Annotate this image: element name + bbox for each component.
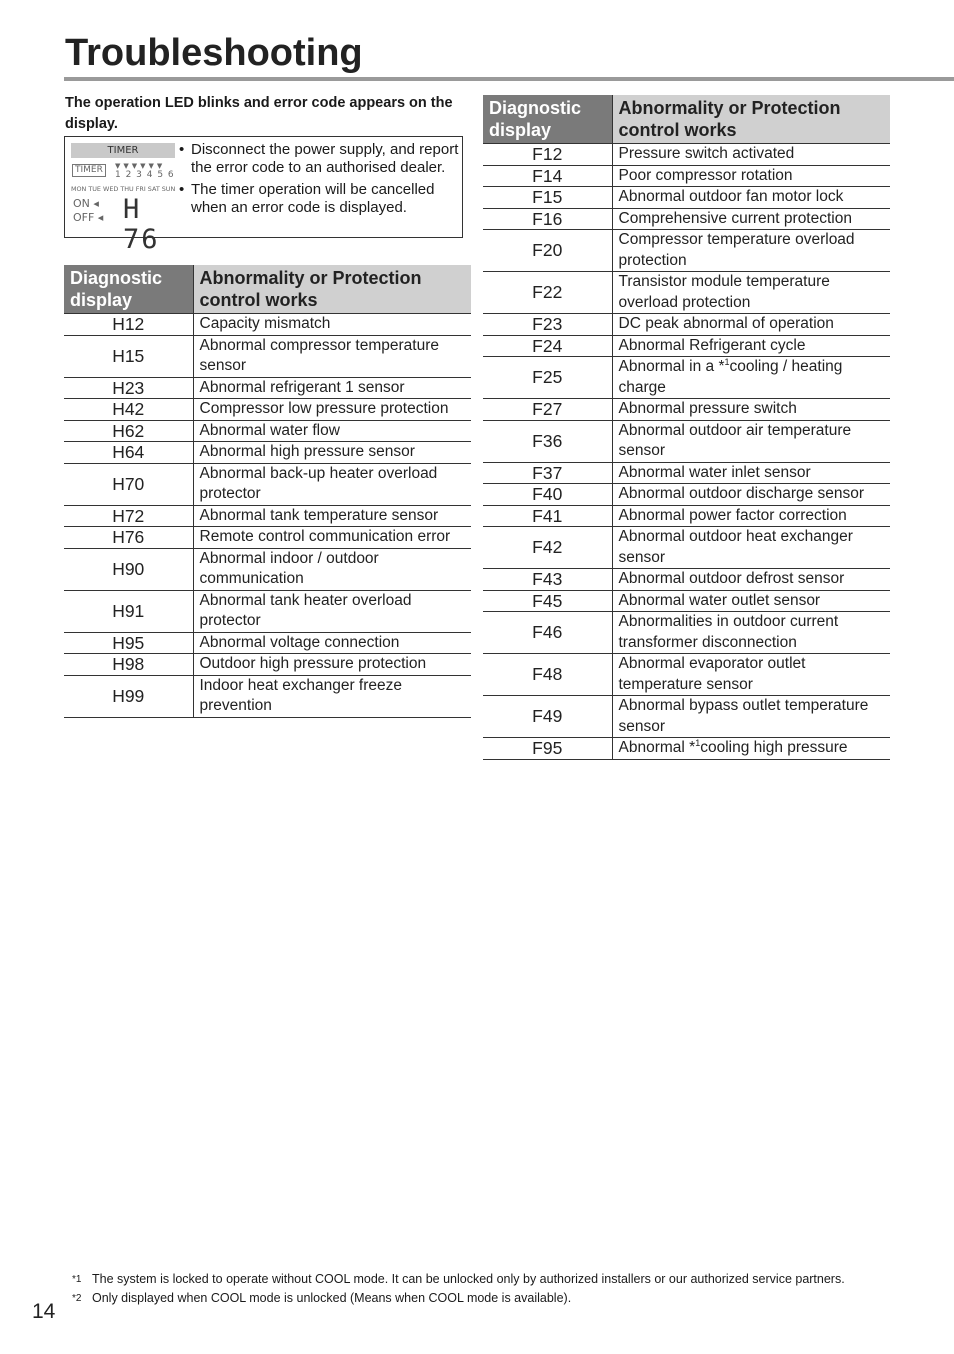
diagnostic-code: F22 [483, 272, 612, 314]
table-row [483, 527, 890, 569]
diagnostic-code: H23 [64, 377, 193, 399]
abnormality-description: Abnormal water outlet sensor [612, 590, 890, 612]
diagnostic-code: H76 [64, 527, 193, 549]
description-text: Abnormal in a * [618, 358, 725, 375]
abnormality-description: Compressor low pressure protection [193, 399, 471, 421]
diagnostic-code: F41 [483, 505, 612, 527]
table-row [483, 230, 890, 272]
diagnostic-code: H95 [64, 632, 193, 654]
abnormality-description: Pressure switch activated [612, 144, 890, 166]
table-row [64, 590, 471, 632]
table-row [64, 675, 471, 717]
diagnostic-code: F27 [483, 399, 612, 421]
lcd-off-label: OFF ◂ [73, 211, 104, 224]
footnote-ref: 1 [695, 737, 701, 748]
diagnostic-code: F37 [483, 462, 612, 484]
abnormality-description: Abnormal outdoor discharge sensor [612, 484, 890, 506]
table-row [483, 399, 890, 421]
table-row [483, 420, 890, 462]
footnotes [72, 1270, 845, 1308]
table-row [483, 484, 890, 506]
table-row [64, 442, 471, 464]
intro-text: The operation LED blinks and error code appears on the display. [65, 95, 453, 132]
table-row [483, 590, 890, 612]
abnormality-description: Poor compressor rotation [612, 165, 890, 187]
notice-item: • Disconnect the power supply, and report the error code to an authorised dealer. [179, 141, 459, 177]
notice-item: • The timer operation will be cancelled when an error code is displayed. [179, 181, 459, 217]
diagnostic-code: F45 [483, 590, 612, 612]
diagnostic-code: H62 [64, 420, 193, 442]
diagnostic-code: H90 [64, 548, 193, 590]
diagnostic-code: H15 [64, 335, 193, 377]
table-row [64, 654, 471, 676]
table-row [64, 505, 471, 527]
abnormality-description [612, 738, 890, 760]
table-header-row [64, 265, 471, 314]
diagnostic-code: H12 [64, 314, 193, 336]
abnormality-description: Transistor module temperature overload protection [612, 272, 890, 314]
footnote-text: Only displayed when COOL mode is unlocked (Means when COOL mode is available). [92, 1291, 572, 1305]
table-row [483, 462, 890, 484]
footnote [72, 1270, 845, 1289]
abnormality-description: Abnormal indoor / outdoor communication [193, 548, 471, 590]
header-diagnostic-display: Diagnostic display [483, 95, 612, 144]
abnormality-description: Remote control communication error [193, 527, 471, 549]
diagnostic-code: H42 [64, 399, 193, 421]
abnormality-description: Abnormal water flow [193, 420, 471, 442]
diagnostic-code: F14 [483, 165, 612, 187]
abnormality-description: Abnormal outdoor fan motor lock [612, 187, 890, 209]
notice-list [179, 141, 459, 221]
diagnostic-code: F12 [483, 144, 612, 166]
lcd-arrow-row: ▼▼▼▼▼▼ [115, 162, 166, 170]
table-row [64, 399, 471, 421]
diagnostic-code: F23 [483, 314, 612, 336]
abnormality-description: Abnormal refrigerant 1 sensor [193, 377, 471, 399]
table-row [483, 144, 890, 166]
lcd-on-off [73, 197, 103, 225]
f-code-table [483, 95, 890, 760]
abnormality-description: Abnormal outdoor defrost sensor [612, 569, 890, 591]
abnormality-description: DC peak abnormal of operation [612, 314, 890, 336]
abnormality-description: Outdoor high pressure protection [193, 654, 471, 676]
lcd-timer-bar: TIMER [71, 143, 175, 158]
table-row [64, 335, 471, 377]
table-row [483, 314, 890, 336]
diagnostic-code: H91 [64, 590, 193, 632]
abnormality-description: Abnormal power factor correction [612, 505, 890, 527]
diagnostic-code: F15 [483, 187, 612, 209]
lcd-days: MON TUE WED THU FRI SAT SUN [71, 185, 176, 193]
table-row [483, 187, 890, 209]
diagnostic-code: H98 [64, 654, 193, 676]
diagnostic-code: F20 [483, 230, 612, 272]
diagnostic-code: H70 [64, 463, 193, 505]
table-row [483, 505, 890, 527]
abnormality-description: Compressor temperature overload protection [612, 230, 890, 272]
table-row [483, 696, 890, 738]
abnormality-description: Comprehensive current protection [612, 208, 890, 230]
header-abnormality: Abnormality or Protection control works [193, 265, 471, 314]
diagnostic-code: F43 [483, 569, 612, 591]
description-text: Abnormal * [618, 739, 696, 756]
title-divider [64, 77, 954, 81]
description-text: cooling / heating charge [618, 358, 843, 396]
page-number: 14 [32, 1300, 56, 1323]
abnormality-description: Abnormal tank heater overload protector [193, 590, 471, 632]
diagnostic-code: H99 [64, 675, 193, 717]
diagnostic-code: H72 [64, 505, 193, 527]
table-row [483, 165, 890, 187]
abnormality-description: Abnormal high pressure sensor [193, 442, 471, 464]
abnormality-description: Abnormal outdoor heat exchanger sensor [612, 527, 890, 569]
footnote-ref: 1 [724, 356, 730, 367]
table-row [483, 612, 890, 654]
abnormality-description: Abnormalities in outdoor current transformer disconnection [612, 612, 890, 654]
diagnostic-code: F36 [483, 420, 612, 462]
footnote-mark: *1 [72, 1274, 82, 1285]
table-row [64, 314, 471, 336]
diagnostic-code: F16 [483, 208, 612, 230]
table-row [64, 463, 471, 505]
lcd-timer-label: TIMER [72, 164, 106, 177]
header-abnormality: Abnormality or Protection control works [612, 95, 890, 144]
lcd-on-label: ON ◂ [73, 197, 99, 210]
footnote [72, 1289, 845, 1308]
description-text: cooling high pressure [700, 739, 848, 756]
table-row [64, 527, 471, 549]
abnormality-description: Indoor heat exchanger freeze prevention [193, 675, 471, 717]
table-row [483, 654, 890, 696]
diagnostic-code: F25 [483, 357, 612, 399]
lcd-error-code: H 76 [123, 194, 160, 255]
page-title: Troubleshooting [65, 32, 363, 74]
abnormality-description: Abnormal bypass outlet temperature sensor [612, 696, 890, 738]
table-row [64, 377, 471, 399]
diagnostic-code: F46 [483, 612, 612, 654]
diagnostic-code: F24 [483, 335, 612, 357]
abnormality-description: Abnormal back-up heater overload protector [193, 463, 471, 505]
lcd-timer-numbers [115, 162, 175, 180]
table-row [483, 569, 890, 591]
table-row [483, 357, 890, 399]
abnormality-description: Abnormal tank temperature sensor [193, 505, 471, 527]
diagnostic-code: F95 [483, 738, 612, 760]
abnormality-description: Abnormal pressure switch [612, 399, 890, 421]
table-row [483, 738, 890, 760]
diagnostic-code: H64 [64, 442, 193, 464]
abnormality-description: Abnormal voltage connection [193, 632, 471, 654]
table-row [64, 632, 471, 654]
table-header-row [483, 95, 890, 144]
table-row [483, 208, 890, 230]
abnormality-description: Abnormal outdoor air temperature sensor [612, 420, 890, 462]
table-row [483, 272, 890, 314]
abnormality-description: Capacity mismatch [193, 314, 471, 336]
abnormality-description: Abnormal water inlet sensor [612, 462, 890, 484]
abnormality-description: Abnormal Refrigerant cycle [612, 335, 890, 357]
diagnostic-code: F40 [483, 484, 612, 506]
abnormality-description [612, 357, 890, 399]
error-notice-box [64, 136, 463, 255]
table-row [64, 548, 471, 590]
footnote-text: The system is locked to operate without COOL mode. It can be unlocked only by authorized installers or our authorized service partners. [92, 1272, 845, 1286]
lcd-display-illustration [71, 143, 176, 255]
diagnostic-code: F49 [483, 696, 612, 738]
table-row [64, 420, 471, 442]
abnormality-description: Abnormal compressor temperature sensor [193, 335, 471, 377]
header-diagnostic-display: Diagnostic display [64, 265, 193, 314]
abnormality-description: Abnormal evaporator outlet temperature sensor [612, 654, 890, 696]
lcd-number-row: 1 2 3 4 5 6 [115, 170, 175, 180]
diagnostic-code: F42 [483, 527, 612, 569]
table-row [483, 335, 890, 357]
diagnostic-code: F48 [483, 654, 612, 696]
h-code-table [64, 265, 471, 718]
footnote-mark: *2 [72, 1293, 82, 1304]
